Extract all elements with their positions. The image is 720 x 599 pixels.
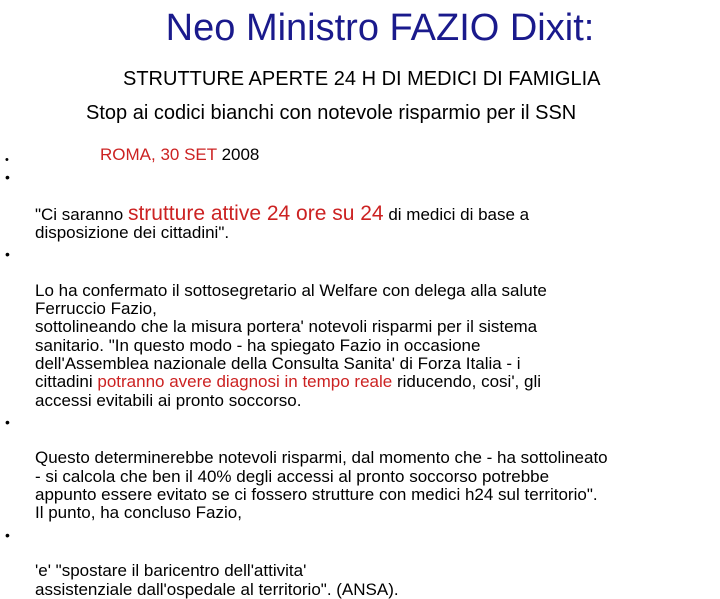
bullet-text: Lo ha confermato il sottosegretario al Welfare con delega alla salute Ferruccio Fazio, sottolineando che la misura portera' notevoli risparmi per il sistema sanitario. "In questo modo - ha spiegato Fazio in occasione dell'Assemblea nazionale della Consulta Sanita' di Forza Italia - i cittadini (35, 280, 547, 392)
bullet-icon: • (5, 526, 10, 543)
bullet-text: "Ci saranno (35, 204, 128, 224)
bullet-item (0, 245, 720, 410)
dateline-location: ROMA, 30 SET (100, 145, 217, 164)
bullet-list (0, 140, 720, 599)
subtitle-subheadline: Stop ai codici bianchi con notevole risparmio per il SSN (86, 102, 577, 124)
bullet-item (0, 526, 720, 599)
bullet-icon: • (5, 413, 10, 430)
subtitle-headline: STRUTTURE APERTE 24 H DI MEDICI DI FAMIGLIA (123, 68, 601, 90)
slide-title: Neo Ministro FAZIO Dixit: (165, 7, 595, 49)
bullet-text: riducendo, cosi', gli accessi evitabili ai pronto soccorso. (35, 372, 542, 410)
bullet-text: 'e' "spostare il baricentro dell'attivita' assistenziale dall'ospedale al territorio". (ANSA). (35, 561, 399, 599)
bullet-icon: • (5, 154, 9, 166)
bullet-icon: • (5, 246, 10, 263)
bullet-item (0, 413, 720, 523)
dateline (0, 146, 720, 168)
bullet-text: di medici di base a disposizione dei cittadini". (35, 204, 530, 242)
bullet-item (0, 168, 720, 242)
bullet-highlight: strutture attive 24 ore su 24 (127, 201, 384, 225)
bullet-icon: • (5, 169, 10, 185)
bullet-text: Questo determinerebbe notevoli risparmi, dal momento che - ha sottolineato - si calcola che ben il 40% degli accessi al pronto soccorso potrebbe appunto essere evitato se ci fossero strutture con medici h24 sul territorio". Il punto, ha concluso Fazio, (35, 448, 608, 523)
bullet-highlight: potranno avere diagnosi in tempo reale (97, 372, 393, 392)
dateline-year: 2008 (216, 145, 260, 164)
